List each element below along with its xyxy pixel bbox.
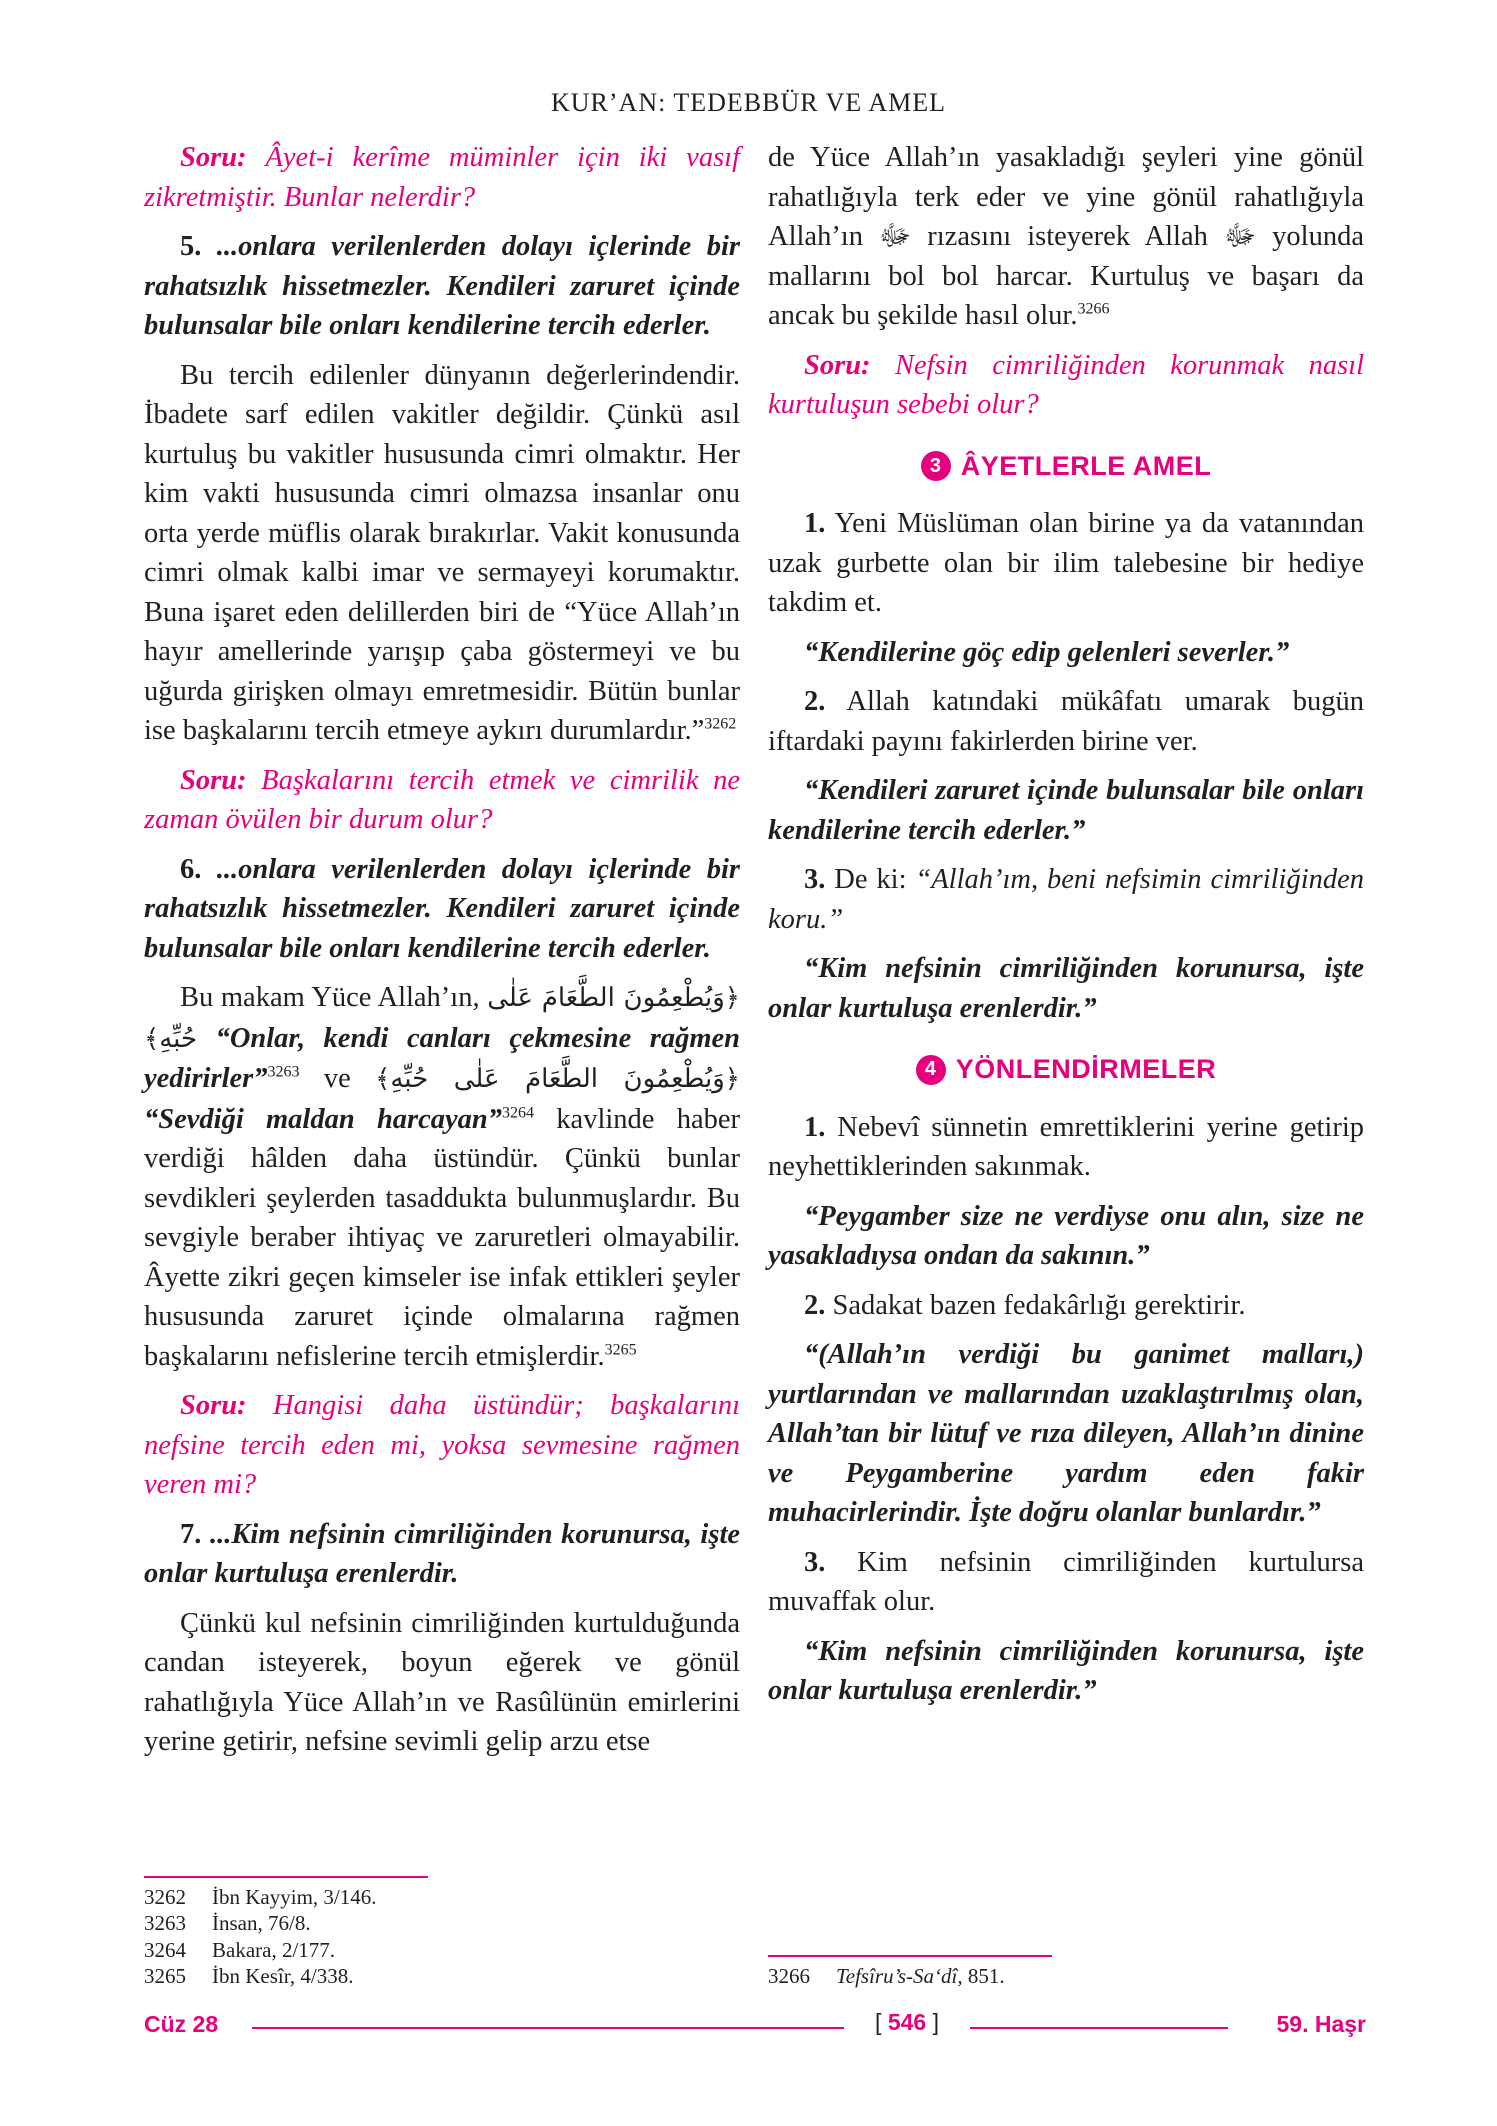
guidance-item-2: 2. Sadakat bazen fedakârlığı gerektirir. [804,1289,1246,1321]
amel-quote-1: “Kendilerine göç edip gelenleri severler.” [804,636,1290,668]
footnote-3266: 3266 Tefsîru’s-Sa‘dî, 851. [768,1963,1005,1988]
paragraph-2: Bu makam Yüce Allah’ın, ﴿وَيُطْعِمُونَ الطَّعَامَ عَلٰى حُبِّهِ﴾ “Onlar, kendi canları çekmesine rağmen yedirirler”$^{3263}$ ve ﴿وَيُطْعِمُونَ الطَّعَامَ عَلٰى حُبِّهِ﴾ “Sevdiği maldan harcayan”$^{3264}$ kavlinde haber verdiği hâlden daha üstündür. Çünkü bunlar sevdikleri şeylerden tasaddukta bulunmuşlardır. Bu sevgiyle beraber ihtiyaç ve zaruretleri olmayabilir. Âyette zikri geçen kimseler ise infak ettikleri şeyler hususunda zaruret içinde olmalarına rağmen başkalarını nefislerine tercih etmişlerdir.$^{3265}$ [144,982,741,1372]
section-heading-3 [768,447,1364,487]
juz-label: Cüz 28 [144,2011,219,2037]
footnote-rule [144,1876,428,1878]
section-number-badge: 3 [921,451,951,481]
section-number-badge: 4 [916,1055,946,1085]
section-heading-4 [768,1050,1364,1090]
paragraph-3: Çünkü kul nefsinin cimriliğinden kurtulduğunda candan isteyerek, boyun eğerek ve gönül rahatlığıyla Yüce Allah’ın ve Rasûlünün emirlerini yerine getirir, nefsine sevimli gelip arzu etse [144,1607,740,1757]
amel-item-2: 2. Allah katındaki mükâfatı umarak bugün iftardaki payını fakirlerden birine ver. [768,686,1364,757]
footnote-ref-3265[interactable]: 3265 [604,1341,637,1358]
guidance-quote-2: “(Allah’ın verdiği bu ganimet malları,) yurtlarından ve mallarından uzaklaştırılmış olan, Allah’tan bir lütuf ve rıza dileyen, Allah’ın dinine ve Peygamberine yardım eden fakir muhacirlerindir. İşte doğru olanlar bunlardır.” [768,1339,1364,1528]
question-1: Soru: Âyet-i kerîme müminler için iki vasıf zikretmiştir. Bunlar nelerdir? [144,142,740,213]
question-2: Soru: Başkalarını tercih etmek ve cimrilik ne zaman övülen bir durum olur? [144,764,740,835]
honorific-1: ﷻ [879,221,912,252]
question-3: Soru: Hangisi daha üstündür; başkalarını nefsine tercih eden mi, yoksa sevmesine rağmen veren mi? [144,1390,741,1500]
arabic-verse-1: ﴿وَيُطْعِمُونَ الطَّعَامَ عَلٰى حُبِّهِ﴾ [144,983,741,1054]
verse-7: 7. ...Kim nefsinin cimriliğinden korunursa, işte onlar kurtuluşa erenlerdir. [144,1518,741,1589]
amel-item-1: 1. Yeni Müslüman olan birine ya da vatanından uzak gurbette olan bir ilim talebesine bir hediye takdim et. [768,508,1364,618]
paragraph-continued: de Yüce Allah’ın yasakladığı şeyleri yine gönül rahatlığıyla terk eder ve yine gönül rahatlığıyla Allah’ın ﷻ rızasını isteyerek Allah ﷻ yolunda mallarını bol bol harcar. Kurtuluş ve başarı da ancak bu şekilde hasıl olur.$^{3266}$ [768,142,1364,331]
guidance-item-1: 1. Nebevî sünnetin emrettiklerini yerine getirip neyhettiklerinden sakınmak. [768,1111,1365,1182]
right-column [768,138,1364,1721]
footnote-3263: 3263 İnsan, 76/8. [144,1911,311,1935]
footnote-ref-3263[interactable]: 3263 [267,1063,300,1081]
amel-quote-2: “Kendileri zaruret içinde bulunsalar bile onları kendilerine tercih ederler.” [768,775,1364,846]
footnote-3264: 3264 Bakara, 2/177. [144,1937,336,1962]
amel-quote-3: “Kim nefsinin cimriliğinden korunursa, işte onlar kurtuluşa erenlerdir.” [768,953,1364,1024]
verse-5: 5. ...onlara verilenlerden dolayı içlerinde bir rahatsızlık hissetmezler. Kendileri zaruret içinde bulunsalar bile onları kendilerine tercih ederler. [144,231,740,341]
honorific-2: ﷻ [1223,221,1257,252]
footnote-rule [768,1955,1052,1957]
left-column [144,138,740,1772]
section-title: YÖNLENDİRMELER [955,1054,1217,1084]
footnotes-right [768,1955,1364,1989]
section-title: ÂYETLERLE AMEL [960,450,1212,481]
guidance-quote-3: “Kim nefsinin cimriliğinden korunursa, işte onlar kurtuluşa erenlerdir.” [768,1635,1364,1706]
page-footer [144,2011,1366,2045]
paragraph-1: Bu tercih edilenler dünyanın değerlerindendir. İbadete sarf edilen vakitler değildir. Çünkü asıl kurtuluş bu vakitler hususunda cimri olmaktır. Her kim vakti hususunda cimri olmazsa insanlar onu orta yerde müflis olarak bırakırlar. Vakit konusunda cimri olmak kalbi imar ve sermayeyi korumaktır. Buna işaret eden delillerden biri de “Yüce Allah’ın hayır amellerinde yarışıp çaba göstermeyi ve bu uğurda girişken olmayı emretmesidir. Bütün bunlar ise başkalarını tercih etmeye aykırı durumlardır.”$^{3262}$ [144,359,740,746]
arabic-verse-2: ﴿وَيُطْعِمُونَ الطَّعَامَ عَلٰى حُبِّهِ﴾ [375,1064,740,1094]
guidance-quote-1: “Peygamber size ne verdiyse onu alın, size ne yasakladıysa ondan da sakının.” [768,1200,1364,1271]
page-number: [ 546 ] [875,2009,939,2035]
footnote-ref-3264[interactable]: 3264 [502,1104,535,1121]
running-head: KUR’AN: TEDEBBÜR VE AMEL [551,88,946,117]
guidance-item-3: 3. Kim nefsinin cimriliğinden kurtulursa muvaffak olur. [768,1546,1364,1617]
footnotes-left [144,1876,740,1990]
question-4: Soru: Nefsin cimriliğinden korunmak nasıl kurtuluşun sebebi olur? [768,349,1364,420]
footnote-3262: 3262 İbn Kayyim, 3/146. [144,1884,377,1909]
footnote-ref-3266[interactable]: 3266 [1077,300,1110,318]
footnote-ref-3262[interactable]: 3262 [704,715,737,733]
sura-label: 59. Haşr [1276,2011,1366,2037]
footer-rule-left [252,2027,844,2029]
verse-6: 6. ...onlara verilenlerden dolayı içlerinde bir rahatsızlık hissetmezler. Kendileri zaruret içinde bulunsalar bile onları kendilerine tercih ederler. [144,853,740,964]
footer-rule-right [970,2027,1228,2029]
amel-item-3: 3. De ki: “Allah’ım, beni nefsimin cimriliğinden koru.” [768,864,1365,935]
footnote-3265: 3265 İbn Kesîr, 4/338. [144,1964,354,1988]
